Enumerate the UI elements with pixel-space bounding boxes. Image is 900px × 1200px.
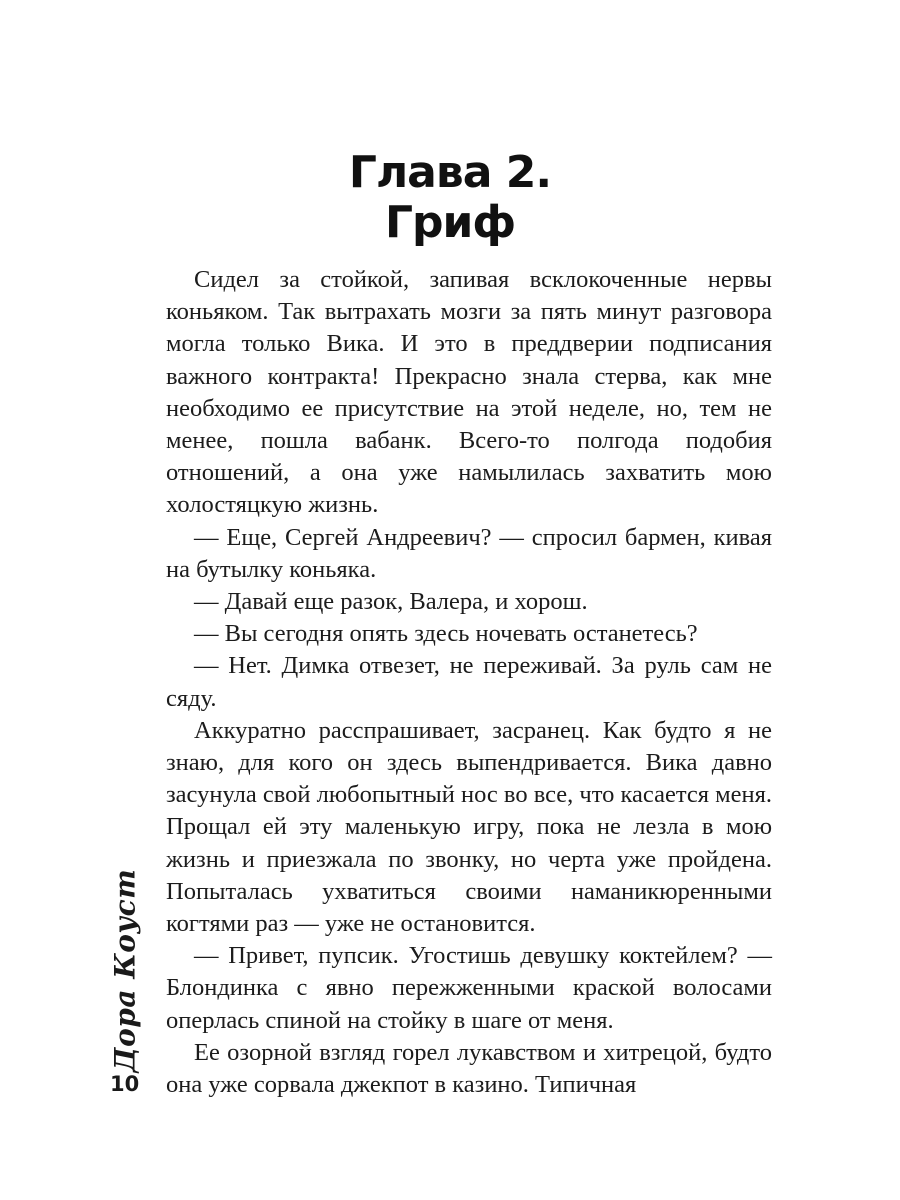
chapter-name: Гриф	[384, 197, 516, 248]
paragraph: Ее озорной взгляд горел лукавством и хитрецой, будто она уже сорвала джекпот в казино. Типичная	[166, 1038, 772, 1099]
body-text	[166, 264, 772, 1101]
paragraph: Сидел за стойкой, запивая всклокоченные нервы коньяком. Так вытрахать мозги за пять минут разговора могла только Вика. И это в преддверии подписания важного контракта! Прекрасно знала стерва, как мне необходимо ее присутствие на этой неделе, но, тем не менее, пошла вабанк. Всего-то полгода подобия отношений, а она уже намылилась захватить мою холостяцкую жизнь.	[166, 266, 772, 519]
paragraph: — Привет, пупсик. Угостишь девушку коктейлем? — Блондинка с явно пережженными краской волосами оперлась спиной на стойку в шаге от меня.	[166, 942, 772, 1034]
author-name: Дора Коуст	[108, 868, 142, 1072]
page-number: 10	[110, 1072, 140, 1096]
paragraph: — Вы сегодня опять здесь ночевать останетесь?	[194, 620, 698, 648]
paragraph: — Давай еще разок, Валера, и хорош.	[194, 588, 588, 616]
paragraph: — Еще, Сергей Андреевич? — спросил бармен, кивая на бутылку коньяка.	[166, 523, 772, 583]
paragraph: Аккуратно расспрашивает, засранец. Как будто я не знаю, для кого он здесь выпендривается. Вика давно засунула свой любопытный нос во все, что касается меня. Прощал ей эту маленькую игру, пока не лезла в мою жизнь и приезжала по звонку, но черта уже пройдена. Попыталась ухватиться своими наманикюренными когтями раз — уже не остановится.	[166, 716, 772, 938]
chapter-title	[0, 148, 900, 248]
paragraph: — Нет. Димка отвезет, не переживай. За руль сам не сяду.	[166, 652, 772, 712]
chapter-number: Глава 2.	[348, 147, 552, 198]
author-name-vertical	[102, 868, 148, 1072]
